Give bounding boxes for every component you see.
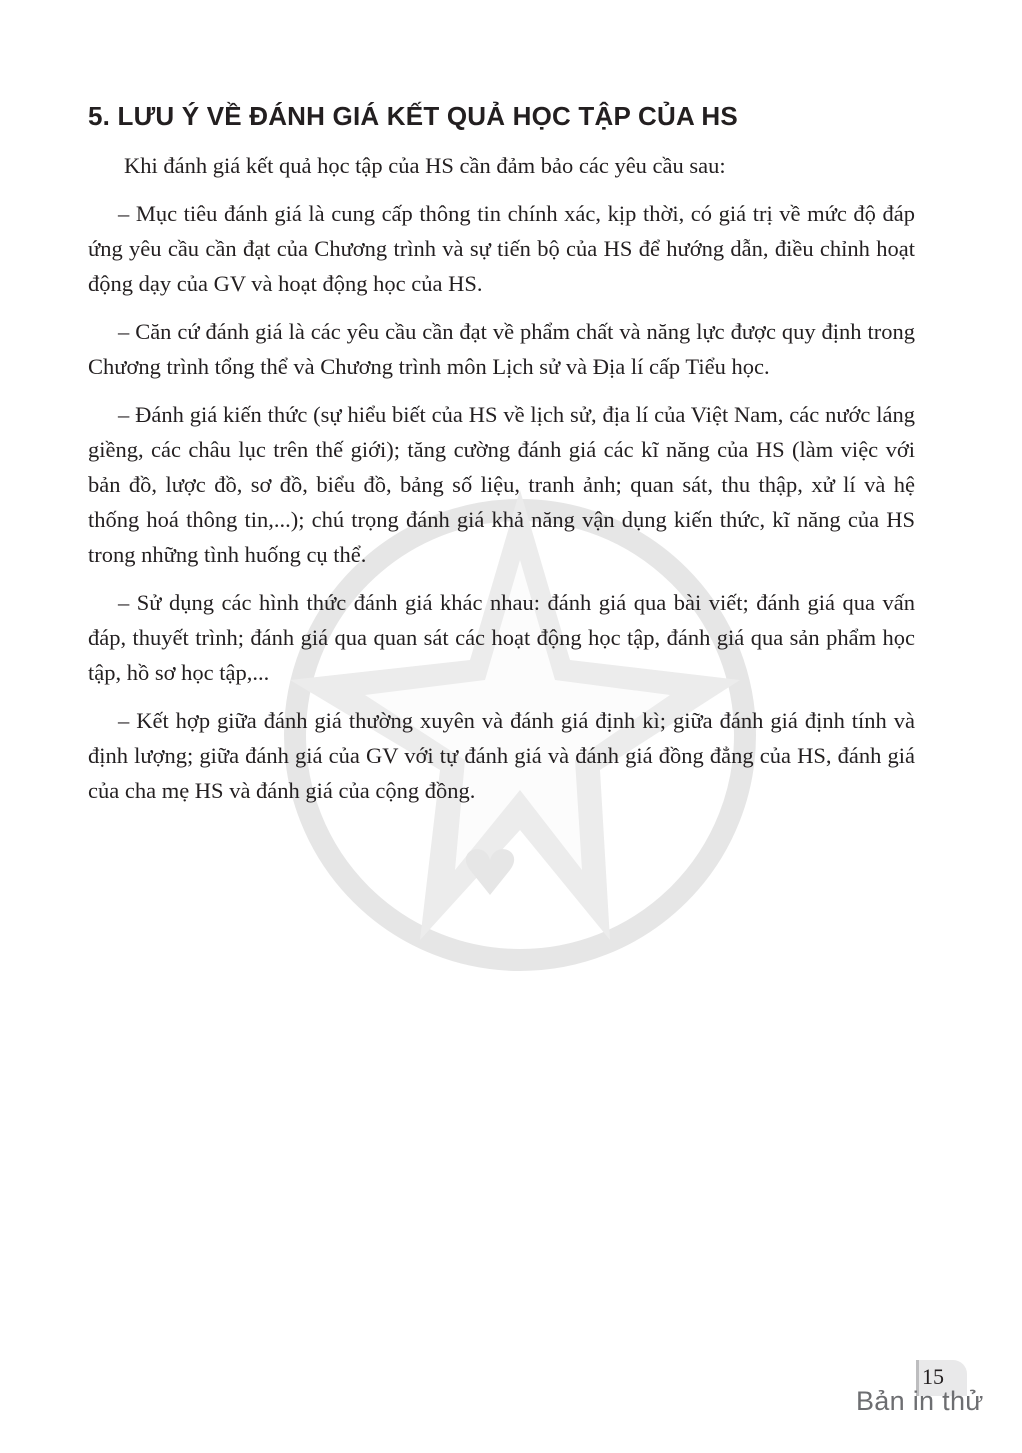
paragraph-knowledge: – Đánh giá kiến thức (sự hiểu biết của HS về lịch sử, địa lí của Việt Nam, các nước láng giềng, các châu lục trên thế giới); tăng cường đánh giá các kĩ năng của HS (làm việc với bản đồ, lược đồ, sơ đồ, biểu đồ, bảng số liệu, tranh ảnh; quan sát, thu thập, xử lí và hệ thống hoá thông tin,...); chú trọng đánh giá khả năng vận dụng kiến thức, kĩ năng của HS trong những tình huống cụ thể.: [88, 402, 915, 567]
paragraph-combination: – Kết hợp giữa đánh giá thường xuyên và đánh giá định kì; giữa đánh giá định tính và định lượng; giữa đánh giá của GV với tự đánh giá và đánh giá đồng đẳng của HS, đánh giá của cha mẹ HS và đánh giá của cộng đồng.: [88, 708, 915, 803]
page-number: 15: [922, 1364, 944, 1389]
paragraph-objective: – Mục tiêu đánh giá là cung cấp thông tin chính xác, kịp thời, có giá trị về mức độ đáp ứng yêu cầu cần đạt của Chương trình và sự tiến bộ của HS để hướng dẫn, điều chỉnh hoạt động dạy của GV và hoạt động học của HS.: [88, 201, 915, 296]
paragraph-forms: – Sử dụng các hình thức đánh giá khác nhau: đánh giá qua bài viết; đánh giá qua vấn đáp, thuyết trình; đánh giá qua quan sát các hoạt động học tập, đánh giá qua sản phẩm học tập, hồ sơ học tập,...: [88, 590, 915, 685]
paragraph-basis: – Căn cứ đánh giá là các yêu cầu cần đạt về phẩm chất và năng lực được quy định trong Chương trình tổng thể và Chương trình môn Lịch sử và Địa lí cấp Tiểu học.: [88, 319, 915, 379]
print-draft-label: Bản in thử: [856, 1386, 984, 1416]
section-heading: 5. LƯU Ý VỀ ĐÁNH GIÁ KẾT QUẢ HỌC TẬP CỦA HS: [88, 101, 738, 131]
intro-text: Khi đánh giá kết quả học tập của HS cần đảm bảo các yêu cầu sau:: [124, 153, 726, 178]
main-content: [88, 96, 915, 821]
